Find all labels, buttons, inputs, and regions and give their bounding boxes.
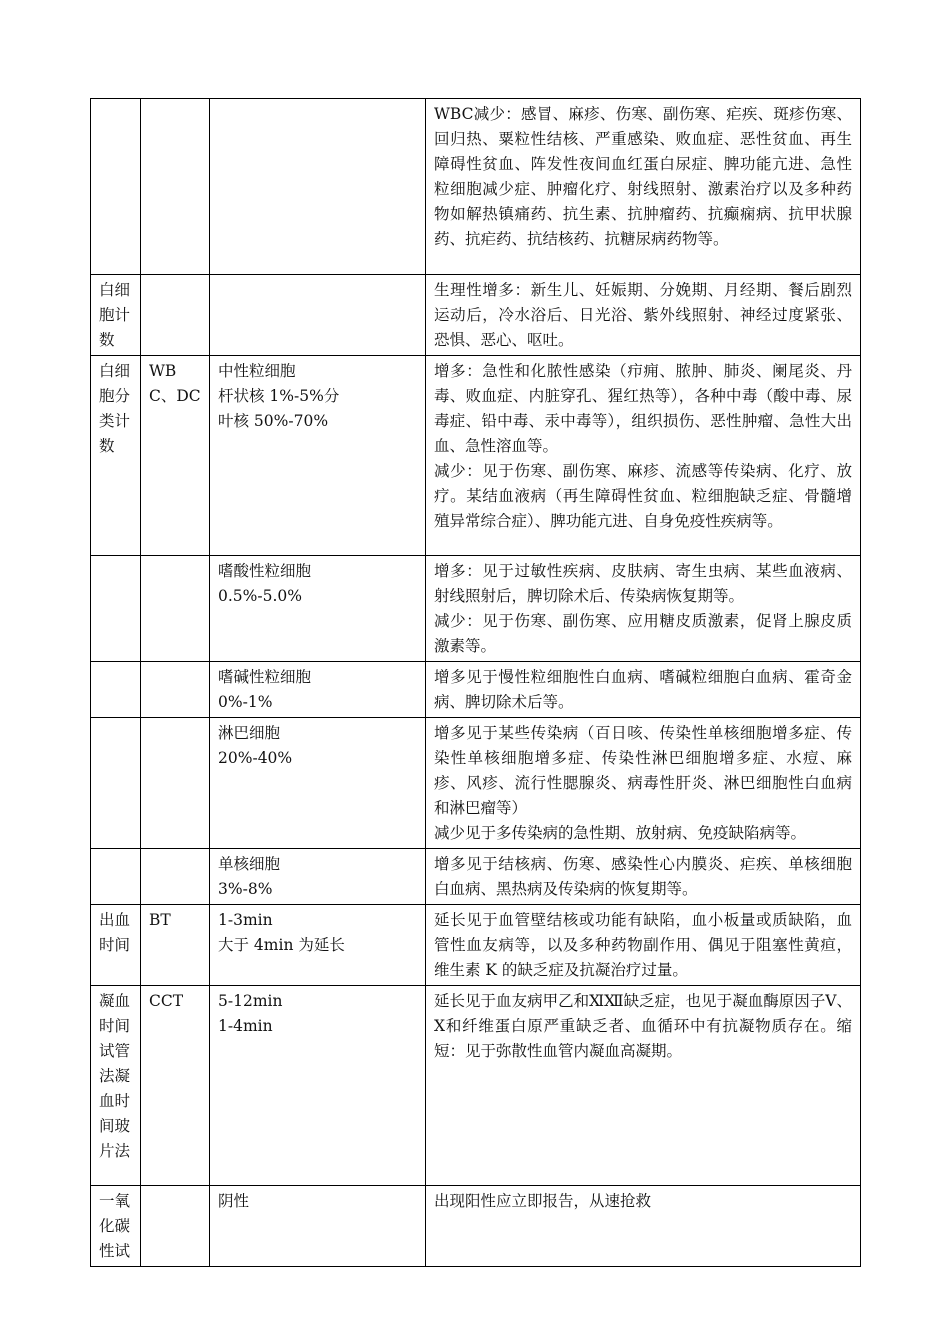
- clinical-significance-paragraph: 减少：见于伤寒、副伤寒、麻疹、流感等传染病、化疗、放疗。某结血液病（再生障碍性贫血、粒细胞缺乏症、骨髓增殖异常综合症）、脾功能亢进、自身免疫性疾病等。: [434, 462, 852, 530]
- test-name-cell: 一氧化碳性试: [91, 1186, 141, 1267]
- table-row: [91, 99, 861, 275]
- test-name-cell: [91, 556, 141, 662]
- abbreviation-cell: [141, 849, 210, 905]
- table-row: [91, 356, 861, 556]
- reference-range-line: 单核细胞: [218, 855, 281, 873]
- abbreviation-cell: [141, 556, 210, 662]
- test-name-cell: 出血时间: [91, 905, 141, 986]
- clinical-significance-cell: [426, 356, 861, 556]
- reference-range-line: 中性粒细胞: [218, 362, 296, 380]
- reference-range-line: 20%-40%: [218, 749, 293, 767]
- clinical-significance-cell: [426, 1186, 861, 1267]
- clinical-significance-cell: [426, 849, 861, 905]
- abbreviation-cell: [141, 1186, 210, 1267]
- clinical-significance-paragraph: 增多：见于过敏性疾病、皮肤病、寄生虫病、某些血液病、射线照射后，脾切除术后、传染病恢复期等。: [434, 562, 852, 605]
- clinical-significance-paragraph: 增多：急性和化脓性感染（疖痈、脓肿、肺炎、阑尾炎、丹毒、败血症、内脏穿孔、猩红热等），各种中毒（酸中毒、尿毒症、铅中毒、汞中毒等），组织损伤、恶性肿瘤、急性大出血、急性溶血等。: [434, 362, 852, 455]
- clinical-significance-paragraph: 延长见于血友病甲乙和ⅪⅫ缺乏症，也见于凝血酶原因子Ⅴ、Ⅹ和纤维蛋白原严重缺乏者、血循环中有抗凝物质存在。缩短：见于弥散性血管内凝血高凝期。: [434, 992, 852, 1060]
- clinical-significance-cell: [426, 662, 861, 718]
- clinical-significance-cell: [426, 275, 861, 356]
- reference-range-line: 1-4min: [218, 1017, 273, 1035]
- table-row: [91, 556, 861, 662]
- clinical-significance-paragraph: 延长见于血管壁结核或功能有缺陷，血小板量或质缺陷，血管性血友病等，以及多种药物副作用、偶见于阻塞性黄疸，维生素 K 的缺乏症及抗凝治疗过量。: [434, 911, 852, 979]
- clinical-significance-cell: [426, 986, 861, 1186]
- reference-range-cell: [210, 905, 426, 986]
- reference-range-cell: [210, 275, 426, 356]
- reference-range-line: 杆状核 1%-5%分: [218, 387, 340, 405]
- reference-range-line: 1-3min: [218, 911, 273, 929]
- test-name-cell: [91, 718, 141, 849]
- test-name-cell: 白细胞分类计数: [91, 356, 141, 556]
- reference-range-cell: [210, 99, 426, 275]
- reference-range-line: 5-12min: [218, 992, 283, 1010]
- abbreviation-cell: [141, 718, 210, 849]
- reference-range-line: 大于 4min 为延长: [218, 936, 345, 954]
- reference-range-cell: [210, 718, 426, 849]
- lab-reference-table: [90, 98, 861, 1267]
- test-name-cell: [91, 662, 141, 718]
- clinical-significance-paragraph: 减少见于多传染病的急性期、放射病、免疫缺陷病等。: [434, 824, 807, 842]
- reference-range-line: 0%-1%: [218, 693, 273, 711]
- reference-range-cell: [210, 356, 426, 556]
- clinical-significance-paragraph: 出现阳性应立即报告，从速抢救: [434, 1192, 652, 1210]
- clinical-significance-paragraph: 增多见于某些传染病（百日咳、传染性单核细胞增多症、传染性单核细胞增多症、传染性淋巴细胞增多症、水痘、麻疹、风疹、流行性腮腺炎、病毒性肝炎、淋巴细胞性白血病和淋巴瘤等）: [434, 724, 852, 817]
- clinical-significance-cell: [426, 905, 861, 986]
- clinical-significance-paragraph: 增多见于结核病、伤寒、感染性心内膜炎、疟疾、单核细胞白血病、黑热病及传染病的恢复期等。: [434, 855, 852, 898]
- abbreviation-cell: CCT: [141, 986, 210, 1186]
- test-name-cell: 凝血时间试管法凝血时间玻片法: [91, 986, 141, 1186]
- table-row: [91, 1186, 861, 1267]
- reference-range-line: 阴性: [218, 1192, 250, 1210]
- table-row: [91, 849, 861, 905]
- test-name-cell: 白细胞计数: [91, 275, 141, 356]
- table-body: [91, 99, 861, 1267]
- reference-range-line: 叶核 50%-70%: [218, 412, 329, 430]
- table-row: [91, 986, 861, 1186]
- abbreviation-cell: [141, 275, 210, 356]
- abbreviation-cell: [141, 99, 210, 275]
- clinical-significance-cell: [426, 556, 861, 662]
- reference-range-line: 3%-8%: [218, 880, 273, 898]
- reference-range-line: 嗜碱性粒细胞: [218, 668, 312, 686]
- reference-range-cell: [210, 1186, 426, 1267]
- test-name-cell: [91, 849, 141, 905]
- reference-range-line: 淋巴细胞: [218, 724, 281, 742]
- abbreviation-cell: BT: [141, 905, 210, 986]
- reference-range-cell: [210, 556, 426, 662]
- table-row: [91, 662, 861, 718]
- clinical-significance-paragraph: WBC减少：感冒、麻疹、伤寒、副伤寒、疟疾、斑疹伤寒、回归热、粟粒性结核、严重感染、败血症、恶性贫血、再生障碍性贫血、阵发性夜间血红蛋白尿症、脾功能亢进、急性粒细胞减少症、肿瘤化疗、射线照射、激素治疗以及多种药物如解热镇痛药、抗生素、抗肿瘤药、抗癫痫病、抗甲状腺药、抗疟药、抗结核药、抗糖尿病药物等。: [434, 105, 852, 248]
- clinical-significance-paragraph: 生理性增多：新生儿、妊娠期、分娩期、月经期、餐后剧烈运动后，冷水浴后、日光浴、紫外线照射、神经过度紧张、恐惧、恶心、呕吐。: [434, 281, 852, 349]
- reference-range-line: 嗜酸性粒细胞: [218, 562, 312, 580]
- table-row: [91, 275, 861, 356]
- reference-range-cell: [210, 662, 426, 718]
- abbreviation-cell: [141, 662, 210, 718]
- test-name-cell: [91, 99, 141, 275]
- reference-range-cell: [210, 849, 426, 905]
- table-row: [91, 718, 861, 849]
- table-row: [91, 905, 861, 986]
- clinical-significance-cell: [426, 718, 861, 849]
- reference-range-line: 0.5%-5.0%: [218, 587, 302, 605]
- abbreviation-cell: WBC、DC: [141, 356, 210, 556]
- reference-range-cell: [210, 986, 426, 1186]
- clinical-significance-cell: [426, 99, 861, 275]
- clinical-significance-paragraph: 增多见于慢性粒细胞性白血病、嗜碱粒细胞白血病、霍奇金病、脾切除术后等。: [434, 668, 852, 711]
- clinical-significance-paragraph: 减少：见于伤寒、副伤寒、应用糖皮质激素，促肾上腺皮质激素等。: [434, 612, 852, 655]
